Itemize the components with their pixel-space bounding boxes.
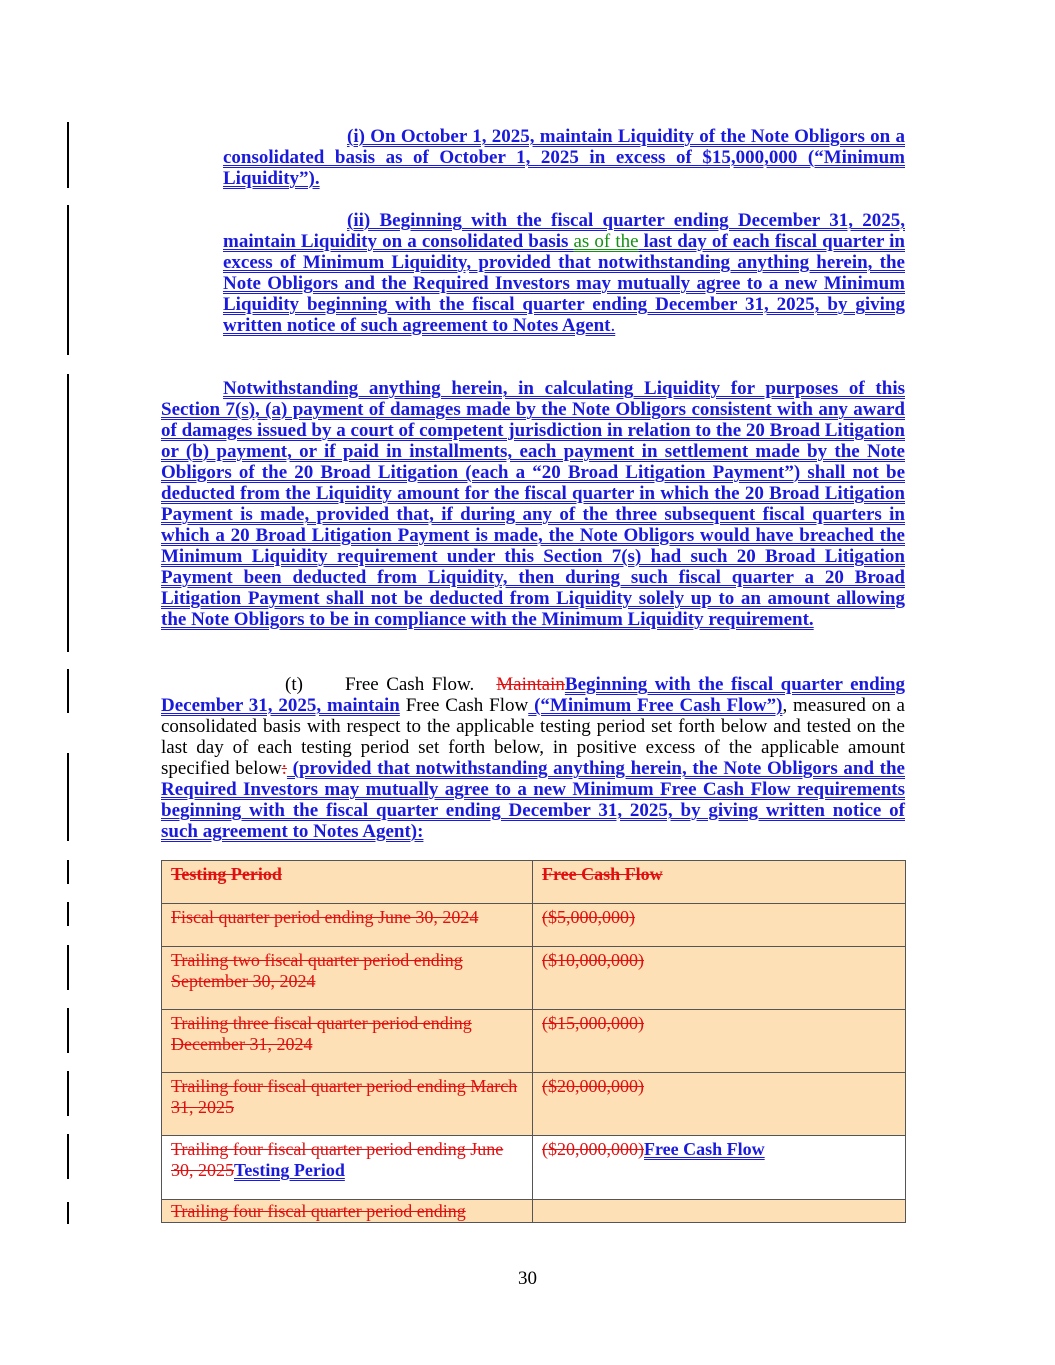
inserted-text: last day of each fiscal quarter in excess of Minimum Liquidity, provided that notwithstanding anything herein, the Note Obligors and the Required Investors may mutually agree to a new Minimum Liquidity beginning with the fiscal quarter ending December 31, 2025, by giving written notice of such agreement to Notes Agent — [223, 231, 905, 336]
deleted-text: Free Cash Flow — [542, 864, 663, 884]
deleted-text: Trailing four fiscal quarter period ending — [171, 1201, 466, 1221]
table-cell — [533, 904, 906, 947]
table-header-cell — [533, 861, 906, 904]
moved-text: as of the — [573, 231, 639, 252]
change-bar — [67, 205, 69, 355]
inserted-text: (i) On October 1, 2025, maintain Liquidity of the Note Obligors on a consolidated basis as of October 1, 2025 in excess of $15,000,000 (“Minimum Liquidity”). — [223, 126, 905, 189]
table-row — [162, 947, 906, 1010]
deleted-text: Trailing four fiscal quarter period ending March 31, 2025 — [171, 1076, 518, 1117]
change-bar — [67, 902, 69, 926]
inserted-text: Testing Period — [234, 1160, 345, 1180]
table-row — [162, 1010, 906, 1073]
page-number: 30 — [518, 1268, 537, 1289]
paragraph-i — [223, 126, 905, 189]
inserted-text: Notwithstanding anything herein, in calculating Liquidity for purposes of this Section 7(s), (a) payment of damages made by the Note Obligors consistent with any award of damages issued by a court of competent jurisdiction in relation to the 20 Broad Litigation or (b) payment, or if paid in installments, each payment in settlement made by the Note Obligors of the 20 Broad Litigation (each a “20 Broad Litigation Payment”) shall not be deducted from the Liquidity amount for the fiscal quarter in which the 20 Broad Litigation Payment is made, provided that, if during any of the three subsequent fiscal quarters in which a 20 Broad Litigation Payment is made, the Note Obligors would have breached the Minimum Liquidity requirement under this Section 7(s) had such 20 Broad Litigation Payment been deducted from Liquidity, then during such fiscal quarter a 20 Broad Litigation Payment shall not be deducted from Liquidity solely up to an amount allowing the Note Obligors to be in compliance with the Minimum Liquidity requirement. — [161, 378, 905, 630]
table-row — [162, 904, 906, 947]
paragraph-t-free-cash-flow — [161, 674, 905, 842]
deleted-text: Fiscal quarter period ending June 30, 2024 — [171, 907, 479, 927]
change-bar — [67, 122, 69, 188]
paragraph-ii — [223, 210, 905, 336]
table-row — [162, 1136, 906, 1200]
table-cell — [162, 1010, 533, 1073]
change-bar — [67, 1008, 69, 1053]
table-cell — [162, 947, 533, 1010]
deleted-text: Trailing three fiscal quarter period ending December 31, 2024 — [171, 1013, 472, 1054]
table-cell — [162, 1200, 533, 1223]
inserted-text: Free Cash Flow — [644, 1139, 765, 1159]
table-cell — [162, 904, 533, 947]
inserted-text: Beginning with the fiscal quarter ending December 31, 2025, maintain — [161, 674, 905, 716]
deleted-text: : — [281, 758, 287, 779]
change-bar — [67, 669, 69, 713]
deleted-text: Trailing four fiscal quarter period ending June 30, 2025 — [171, 1139, 504, 1180]
table-cell — [533, 1200, 906, 1223]
change-bar — [67, 1202, 69, 1224]
change-bar — [67, 753, 69, 841]
inserted-text: (ii) Beginning with the fiscal quarter ending December 31, 2025, maintain Liquidity on a consolidated basis — [223, 210, 905, 252]
deleted-text: ($15,000,000) — [542, 1013, 644, 1033]
change-bar — [67, 1134, 69, 1179]
paragraph-notwithstanding — [161, 378, 905, 630]
change-bar — [67, 945, 69, 990]
table-cell — [162, 1136, 533, 1200]
free-cash-flow-table — [161, 860, 906, 1223]
section-heading: Free Cash Flow. — [344, 674, 475, 695]
deleted-text: ($10,000,000) — [542, 950, 644, 970]
inserted-text: (provided that notwithstanding anything herein, the Note Obligors and the Required Investors may mutually agree to a new Minimum Free Cash Flow requirements beginning with the fiscal quarter ending December 31, 2025, by giving written notice of such agreement to Notes Agent): — [161, 758, 905, 842]
section-label: (t) — [285, 674, 303, 695]
table-row — [162, 861, 906, 904]
deleted-text: ($5,000,000) — [542, 907, 635, 927]
deleted-text: Maintain — [496, 674, 565, 695]
table-cell — [533, 1073, 906, 1136]
table-header-cell — [162, 861, 533, 904]
table-cell — [162, 1073, 533, 1136]
table-row — [162, 1073, 906, 1136]
body-text: Free Cash Flow — [399, 695, 529, 716]
inserted-text: (“Minimum Free Cash Flow”) — [528, 695, 783, 716]
body-text: , measured on a consolidated basis with respect to the applicable testing period set forth below and tested on the last day of each testing period set forth below, in positive excess of the applicable amount specified below — [161, 695, 905, 779]
deleted-text: Testing Period — [171, 864, 282, 884]
inserted-period: . — [610, 315, 616, 336]
deleted-text: Trailing two fiscal quarter period ending September 30, 2024 — [171, 950, 463, 991]
deleted-text: ($20,000,000) — [542, 1076, 644, 1096]
table-cell — [533, 1010, 906, 1073]
change-bar — [67, 374, 69, 652]
table-cell — [533, 947, 906, 1010]
deleted-text: ($20,000,000) — [542, 1139, 644, 1159]
change-bar — [67, 1071, 69, 1116]
table-row — [162, 1200, 906, 1223]
change-bar — [67, 860, 69, 884]
table-cell — [533, 1136, 906, 1200]
